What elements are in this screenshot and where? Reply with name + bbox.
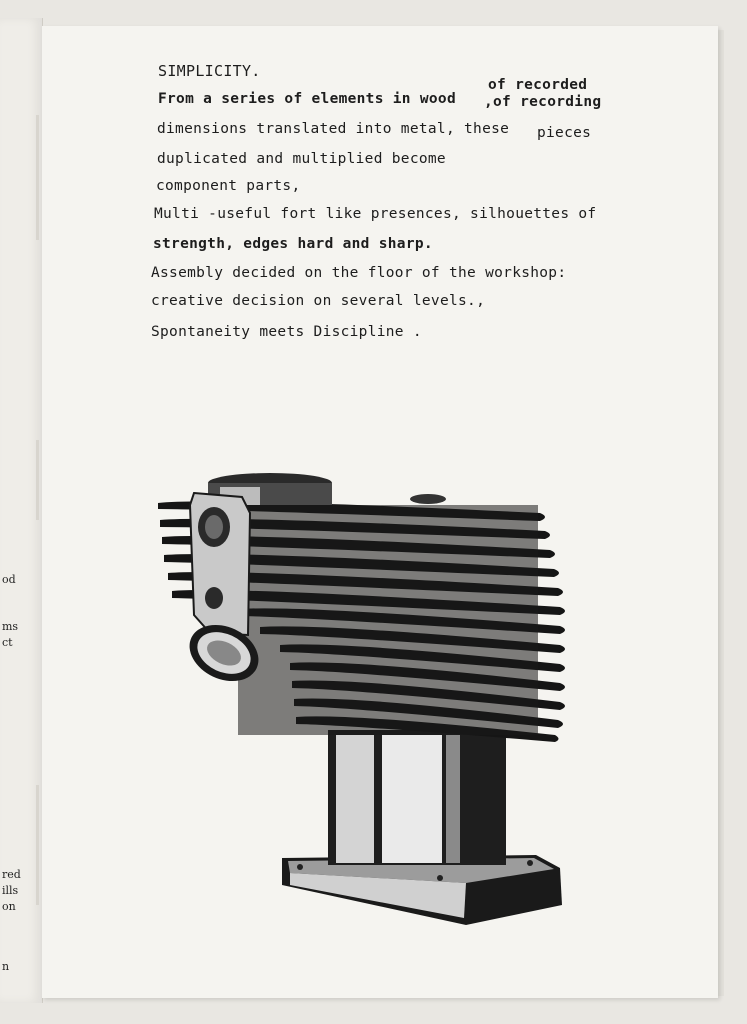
facing-page-fragment: n xyxy=(2,960,10,973)
binding-mark xyxy=(36,440,39,520)
facing-page-fragment: red xyxy=(2,868,21,881)
page-title: SIMPLICITY. xyxy=(158,62,261,80)
text-line: Spontaneity meets Discipline . xyxy=(151,324,422,340)
text-line: Multi -useful fort like presences, silhouettes of xyxy=(154,206,597,222)
binding-mark xyxy=(36,115,39,240)
text-line: From a series of elements in wood xyxy=(158,91,456,107)
text-line: strength, edges hard and sharp. xyxy=(153,236,433,252)
text-line: Assembly decided on the floor of the workshop: xyxy=(151,265,567,281)
text-line: dimensions translated into metal, these xyxy=(157,121,510,137)
text-line: of recorded xyxy=(488,77,588,93)
facing-page-fragment: on xyxy=(2,900,16,913)
facing-page-fragment: ills xyxy=(2,884,19,897)
facing-page-fragment: ms xyxy=(2,620,19,633)
facing-page-fragment: ct xyxy=(2,636,13,649)
text-line: ,of recording xyxy=(484,94,602,110)
text-line: duplicated and multiplied become xyxy=(157,151,446,167)
text-line: creative decision on several levels., xyxy=(151,293,486,309)
facing-page-fragment: od xyxy=(2,573,16,586)
page-edge xyxy=(718,30,724,996)
text-line: component parts, xyxy=(156,178,301,194)
engine-cylinder-icon xyxy=(150,465,570,935)
binding-mark xyxy=(36,785,39,905)
text-line: pieces xyxy=(537,125,592,141)
